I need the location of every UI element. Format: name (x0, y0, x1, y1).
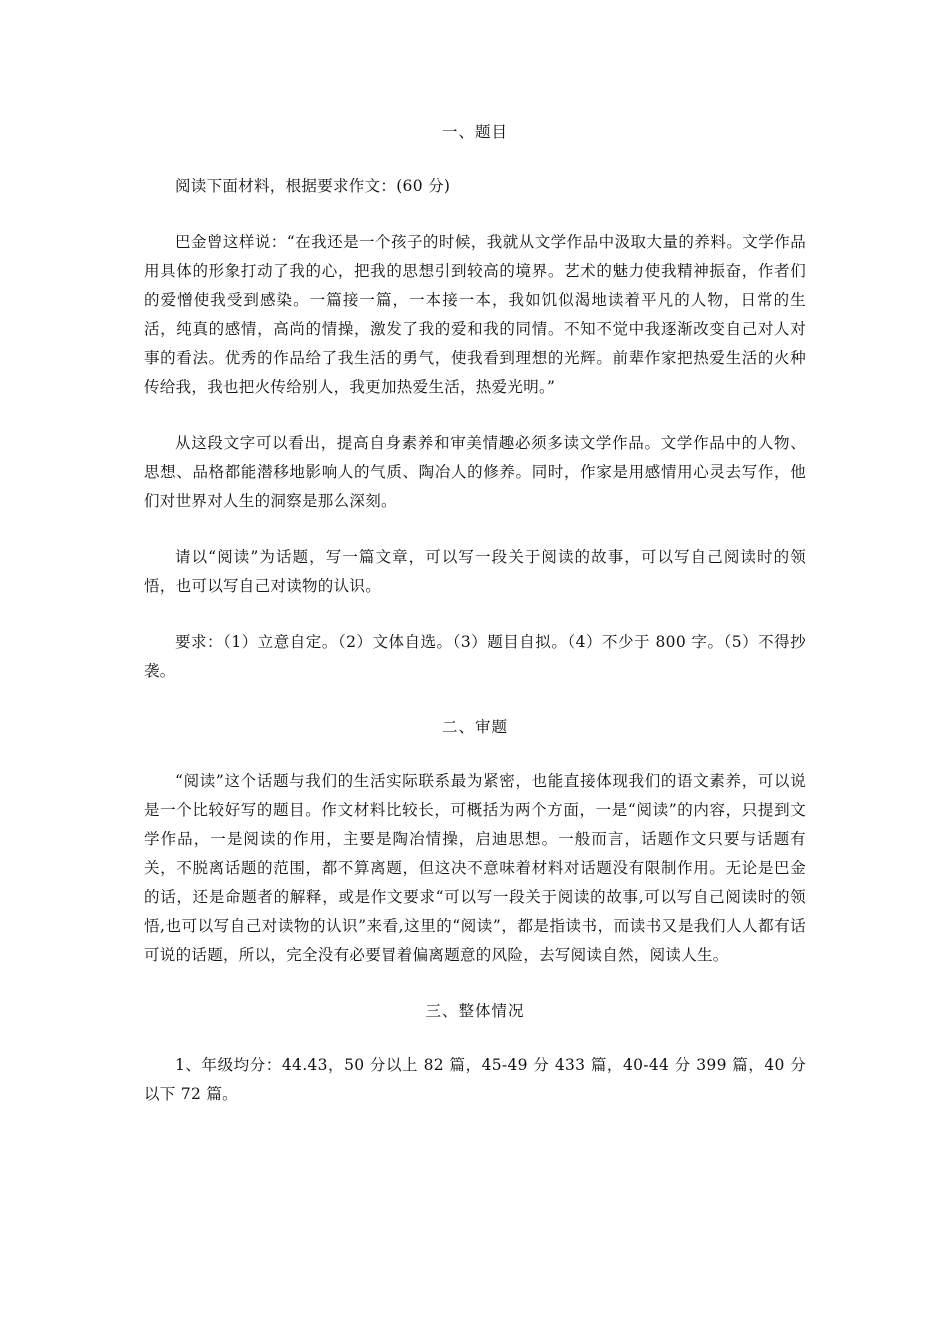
section-overview (144, 997, 806, 1109)
section-topic (144, 118, 806, 686)
paragraph: 请以“阅读”为话题，写一篇文章，可以写一段关于阅读的故事，可以写自己阅读时的领悟，也可以写自己对读物的认识。 (144, 548, 806, 595)
section-heading: 三、整体情况 (425, 1002, 525, 1020)
document-page (144, 118, 806, 1136)
paragraph: 巴金曾这样说：“在我还是一个孩子的时候，我就从文学作品中汲取大量的养料。文学作品用具体的形象打动了我的心，把我的思想引到较高的境界。艺术的魅力使我精神振奋，作者们的爱憎使我受到感染。一篇接一篇，一本接一本，我如饥似渴地读着平凡的人物，日常的生活，纯真的感情，高尚的情操，激发了我的爱和我的同情。不知不觉中我逐渐改变自己对人对事的看法。优秀的作品给了我生活的勇气，使我看到理想的光辉。前辈作家把热爱生活的火种传给我，我也把火传给别人，我更加热爱生活，热爱光明。” (144, 233, 806, 396)
paragraph: 阅读下面材料，根据要求作文：(60 分) (175, 177, 451, 195)
section-heading: 二、审题 (441, 718, 508, 736)
section-heading: 一、题目 (441, 123, 508, 141)
paragraph: 从这段文字可以看出，提高自身素养和审美情趣必须多读文学作品。文学作品中的人物、思想、品格都能潜移地影响人的气质、陶冶人的修养。同时，作家是用感情用心灵去写作，他们对世界对人生的洞察是那么深刻。 (144, 434, 806, 510)
paragraph: 1、年级均分：44.43，50 分以上 82 篇，45-49 分 433 篇，40-44 分 399 篇，40 分以下 72 篇。 (144, 1056, 806, 1103)
section-analysis (144, 713, 806, 970)
paragraph: 要求：（1）立意自定。（2）文体自选。（3）题目自拟。（4）不少于 800 字。（5）不得抄袭。 (144, 633, 806, 680)
paragraph: “阅读”这个话题与我们的生活实际联系最为紧密，也能直接体现我们的语文素养，可以说是一个比较好写的题目。作文材料比较长，可概括为两个方面，一是“阅读”的内容，只提到文学作品，一是阅读的作用，主要是陶冶情操，启迪思想。一般而言，话题作文只要与话题有关，不脱离话题的范围，都不算离题，但这决不意味着材料对话题没有限制作用。无论是巴金的话，还是命题者的解释，或是作文要求“可以写一段关于阅读的故事,可以写自己阅读时的领悟,也可以写自己对读物的认识”来看,这里的“阅读”，都是指读书，而读书又是我们人人都有话可说的话题，所以，完全没有必要冒着偏离题意的风险，去写阅读自然，阅读人生。 (144, 772, 806, 964)
